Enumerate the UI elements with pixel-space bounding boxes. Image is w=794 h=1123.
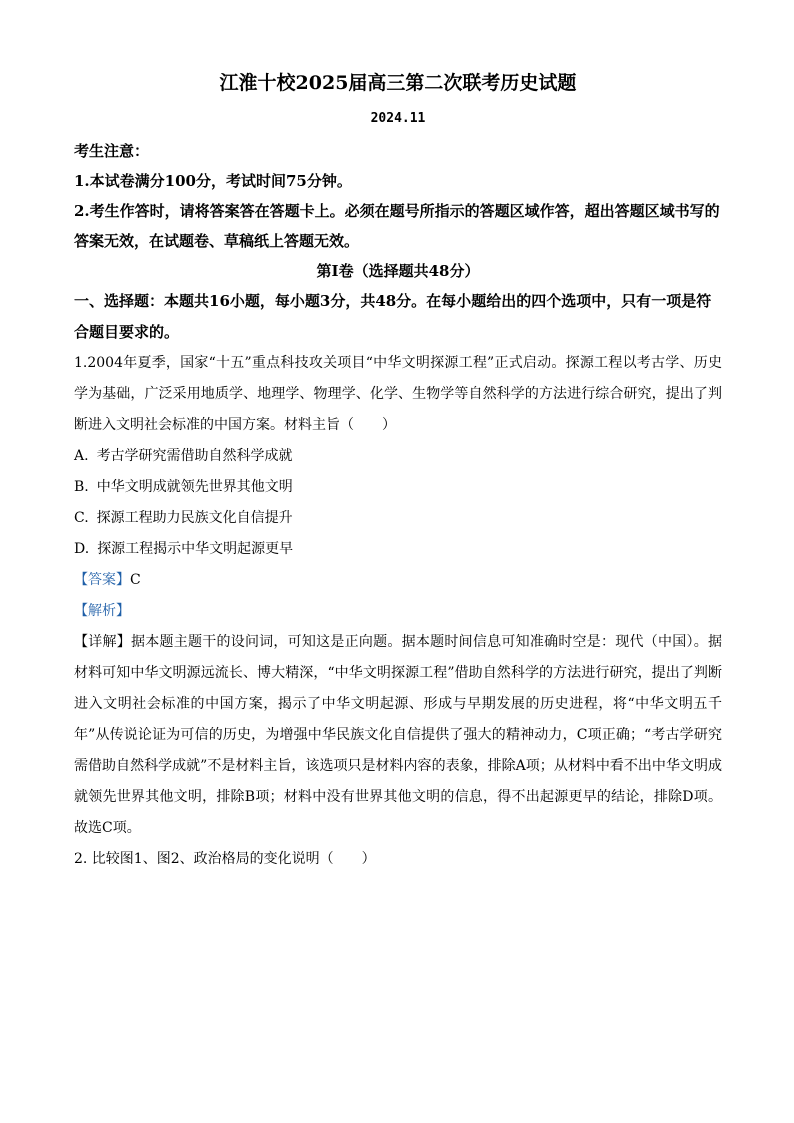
exam-title: 江淮十校2025届高三第二次联考历史试题 (219, 72, 577, 94)
notice-heading: 考生注意： (74, 142, 150, 160)
option-letter: A. (74, 448, 89, 464)
option-letter: D. (74, 541, 90, 557)
detail-text: 据本题主题干的设问词，可知这是正向题。据本题时间信息可知准确时空是：现代（中国）。据材料可知中华文明源远流长、博大精深，“中华文明探源工程”借助自然科学的方法进行研究，提出了判断进入文明社会标准的中国方案，揭示了中华文明起源、形成与早期发展的历史进程，将“中华文明五千年”从传说论证为可信的历史，为增强中华民族文化自信提供了强大的精神动力，C项正确；“考古学研究需借助自然科学成就”不是材料主旨，该选项只是材料内容的表象，排除A项；从材料中看不出中华文明成就领先世界其他文明，排除B项；材料中没有世界其他文明的信息，得不出起源更早的结论，排除D项。故选C项。 (74, 634, 723, 836)
option-text: 中华文明成就领先世界其他文明 (96, 479, 293, 495)
question-1-stem: 1.2004年夏季，国家“十五”重点科技攻关项目“中华文明探源工程”正式启动。探源工程以考古学、历史学为基础，广泛采用地质学、地理学、物理学、化学、生物学等自然科学的方法进行综合研究，提出了判断进入文明社会标准的中国方案。材料主旨（ ） (74, 355, 722, 433)
question-1-option-a (74, 441, 722, 472)
question-1-option-d (74, 534, 722, 565)
question-1-analysis-label (74, 596, 722, 627)
section-title: 第Ⅰ卷（选择题共48分） (316, 262, 480, 280)
question-1-detail (74, 627, 722, 844)
exam-date: 2024.11 (370, 111, 426, 126)
question-1-option-c (74, 503, 722, 534)
question-2-stem: 2. 比较图1、图2、政治格局的变化说明（ ） (74, 851, 376, 867)
answer-label: 【答案】 (74, 572, 130, 588)
option-letter: B. (74, 479, 89, 495)
analysis-label: 【解析】 (74, 603, 130, 619)
option-text: 探源工程助力民族文化自信提升 (96, 510, 293, 526)
notice-item-2: 2.考生作答时，请将答案答在答题卡上。必须在题号所指示的答题区域作答，超出答题区域书写的答案无效，在试题卷、草稿纸上答题无效。 (74, 202, 720, 250)
section-description: 一、选择题：本题共16小题，每小题3分，共48分。在每小题给出的四个选项中，只有一项是符合题目要求的。 (74, 292, 712, 341)
question-1-answer (74, 565, 722, 596)
detail-label: 【详解】 (74, 634, 131, 650)
question-1-option-b (74, 472, 722, 503)
answer-value: C (130, 572, 141, 588)
exam-page (74, 70, 722, 875)
option-text: 探源工程揭示中华文明起源更早 (97, 541, 294, 557)
notice-item-1: 1.本试卷满分100分，考试时间75分钟。 (74, 172, 352, 190)
option-text: 考古学研究需借助自然科学成就 (96, 448, 293, 464)
option-letter: C. (74, 510, 89, 526)
